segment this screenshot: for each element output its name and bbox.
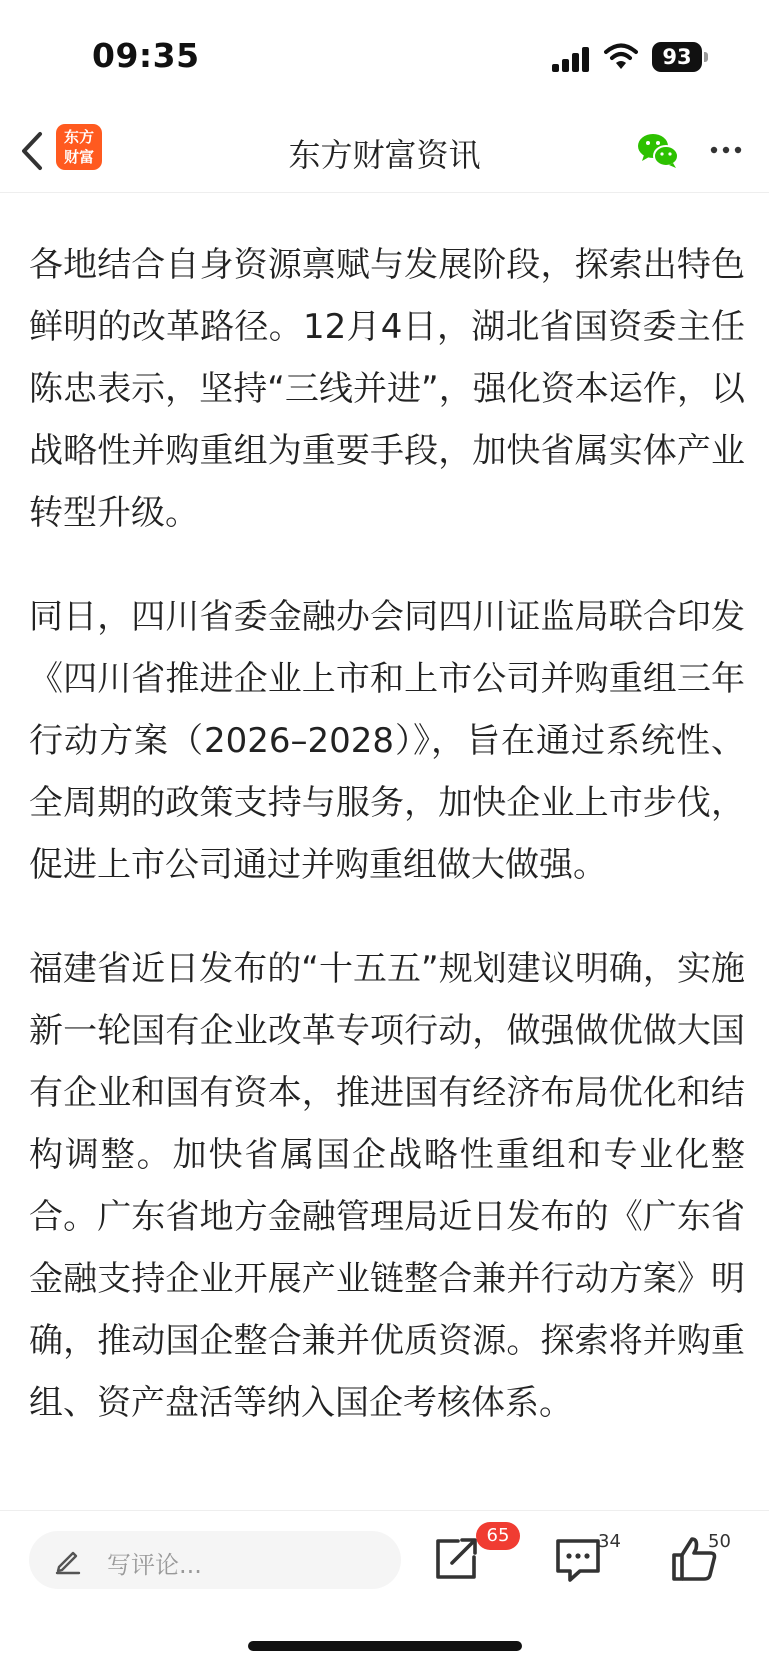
status-time: 09:35: [92, 36, 200, 75]
nav-bar: [0, 108, 769, 193]
comment-placeholder: 写评论...: [107, 1551, 202, 1579]
home-indicator: [248, 1641, 522, 1651]
battery-indicator: 93: [652, 42, 702, 72]
like-count: 50: [708, 1531, 731, 1552]
clipped-previous-line: [29, 192, 745, 196]
comment-input[interactable]: [29, 1531, 401, 1589]
logo-line-2: 财富: [63, 148, 94, 166]
status-bar: [0, 0, 769, 108]
share-count-badge: 65: [476, 1522, 520, 1550]
comment-count: 34: [598, 1531, 621, 1552]
battery-tip: [704, 52, 708, 62]
paragraph-1: 各地结合自身资源禀赋与发展阶段，探索出特色鲜明的改革路径。12月4日，湖北省国资委主任陈忠表示，坚持“三线并进”，强化资本运作，以战略性并购重组为重要手段，加快省属实体产业转型升级。: [29, 245, 745, 533]
cellular-signal-icon: [552, 44, 592, 72]
paragraph-3: 福建省近日发布的“十五五”规划建议明确，实施新一轮国有企业改革专项行动，做强做优做大国有企业和国有资本，推进国有经济布局优化和结构调整。加快省属国企战略性重组和专业化整合。广东省地方金融管理局近日发布的《广东省金融支持企业开展产业链整合兼并行动方案》明确，推动国企整合兼并优质资源。探索将并购重组、资产盘活等纳入国企考核体系。: [29, 949, 745, 1423]
paragraph-2: 同日，四川省委金融办会同四川证监局联合印发《四川省推进企业上市和上市公司并购重组三年行动方案（2026–2028）》，旨在通过系统性、全周期的政策支持与服务，加快企业上市步伐，促进上市公司通过并购重组做大做强。: [29, 597, 745, 885]
more-options-icon[interactable]: [706, 130, 750, 170]
wifi-icon: [604, 42, 638, 72]
clipped-line-text: [29, 192, 745, 196]
pen-icon: [53, 1545, 83, 1575]
logo-line-1: 东方: [63, 128, 94, 146]
article-body: [29, 192, 745, 1510]
page-title: 东方财富资讯: [288, 136, 481, 174]
wechat-share-icon[interactable]: [636, 130, 680, 170]
